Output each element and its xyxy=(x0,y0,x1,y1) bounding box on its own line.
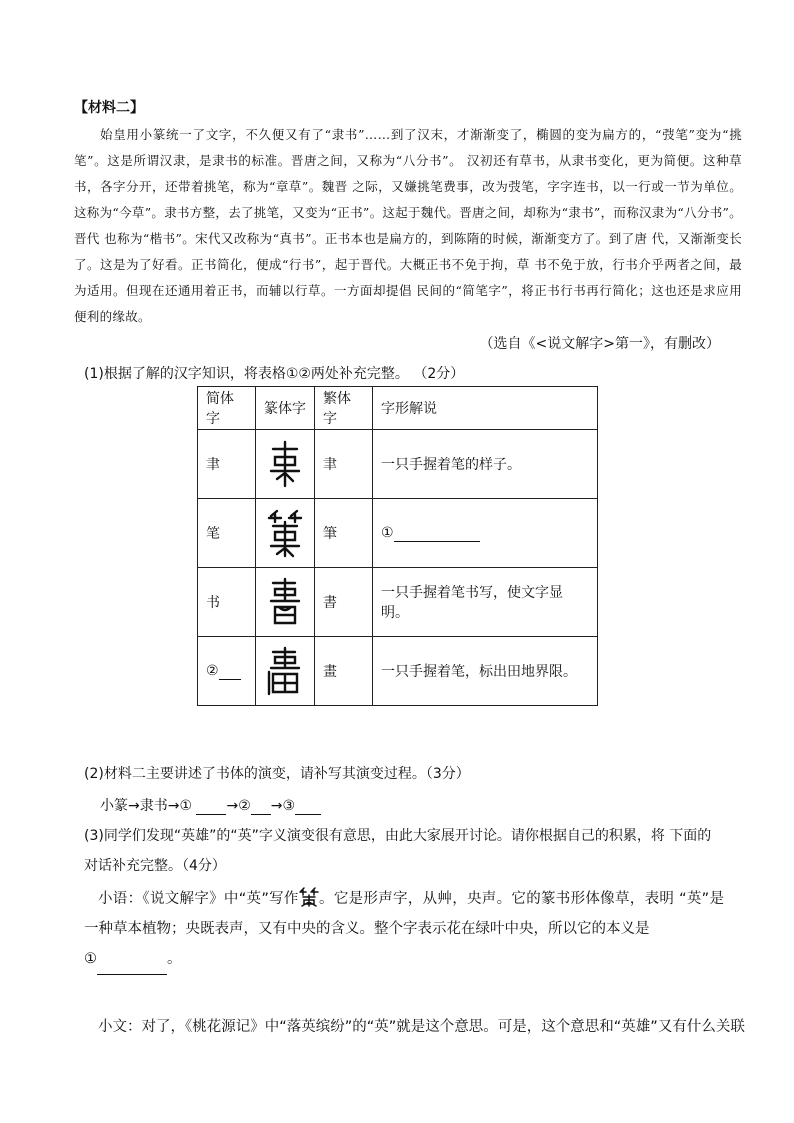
dialogue-xiaowen xyxy=(84,1012,745,1042)
header-explanation: 字形解说 xyxy=(373,387,598,430)
material-paragraph: 始皇用小篆统一了文字，不久便又有了“隶书”……到了汉末，才渐渐变了，椭圆的变为扁方的，“弢笔”变为“挑笔”。这是所谓汉隶，是隶书的标准。晋唐之间，又称为“八分书”。 汉初还有草书，从隶书变化，更为简便。这种草书，各字分开，还带着挑笔，称为“章草”。魏晋 之际，又嫌挑笔费事，改为弢笔，字字连书，以一行或一节为单位。这称为“今草”。隶书方整，去了挑笔，又变为“正书”。这起于魏代。晋唐之间，却称为“隶书”，而称汉隶为“八分书”。晋代 也称为“楷书”。宋代又改称为“真书”。正书本也是扁方的，到陈隋的时候，渐渐变方了。到了唐 代，又渐渐变长了。这是为了好看。正书简化，便成“行书”，起于晋代。大概正书不免于拘，草 书不免于放，行书介乎两者之间，最为适用。但现在还通用着正书，而辅以行草。一方面却提倡 民间的“简笔字”，将正书行书再行简化；这也还是求应用便利的缘故。 xyxy=(74,127,742,324)
cell-traditional: 筆 xyxy=(315,499,373,568)
cell-simplified: 聿 xyxy=(198,430,256,499)
xiaoyu-text-b: 。它是形声字，从艸，央声。它的篆书形体像草，表明 “英”是一种草本植物；央既表声，又有中央的含义。整个字表示花在绿叶中央，所以它的本义是 xyxy=(84,891,724,937)
seal-script-yu-icon xyxy=(265,439,305,489)
cell-explanation: 一只手握着笔的样子。 xyxy=(373,430,598,499)
table-row xyxy=(198,499,598,568)
question-1-prompt: (1)根据了解的汉字知识，将表格①②两处补充完整。 （2分） xyxy=(84,366,465,382)
seal-script-shu-icon xyxy=(265,577,305,627)
table-row xyxy=(198,430,598,499)
table-header-row xyxy=(198,387,598,430)
cell-traditional: 書 xyxy=(315,568,373,637)
blank-ying-marker: ① xyxy=(84,951,97,967)
material-text-block xyxy=(74,122,742,330)
chain-arrow-3: →③ xyxy=(270,798,296,814)
table-row xyxy=(198,637,598,706)
cell-simplified: 书 xyxy=(198,568,256,637)
cell-simplified: 笔 xyxy=(198,499,256,568)
cell-seal xyxy=(256,637,315,706)
seal-script-bi-icon xyxy=(265,508,305,558)
header-seal: 篆体字 xyxy=(256,387,315,430)
material-heading: 【材料二】 xyxy=(74,100,144,116)
chain-blank-3[interactable] xyxy=(295,798,321,815)
header-traditional: 繁体字 xyxy=(315,387,373,430)
cell-traditional: 聿 xyxy=(315,430,373,499)
answer-blank-ying[interactable] xyxy=(97,944,167,975)
cell-seal xyxy=(256,499,315,568)
xiaowen-text: 小文：对了，《桃花源记》中“落英缤纷”的“英”就是这个意思。可是，这个意思和“英雄”又有什么关联 xyxy=(98,1019,745,1035)
source-citation: （选自《<说文解字>第一》，有删改） xyxy=(479,336,720,352)
question-2-prompt: (2)材料二主要讲述了书体的演变，请补写其演变过程。（3分） xyxy=(84,766,470,782)
question-3-prompt-line2: 对话补充完整。（4分） xyxy=(84,858,226,874)
xiaoyu-text-a: 小语：《说文解字》中“英”写作 xyxy=(98,891,299,907)
cell-explanation: 一只手握着笔，标出田地界限。 xyxy=(373,637,598,706)
header-simplified: 简体字 xyxy=(198,387,256,430)
blank-2-marker: ② xyxy=(206,662,219,679)
blank-1-marker: ① xyxy=(381,524,394,541)
chain-blank-1[interactable] xyxy=(196,798,226,815)
cell-seal xyxy=(256,430,315,499)
evolution-chain xyxy=(100,795,321,815)
answer-blank-2[interactable] xyxy=(219,663,241,680)
character-table xyxy=(197,386,598,706)
chain-blank-2[interactable] xyxy=(251,798,271,815)
xiaoyu-end: 。 xyxy=(167,951,182,967)
seal-script-ying-icon xyxy=(299,887,319,907)
cell-seal xyxy=(256,568,315,637)
cell-explanation[interactable] xyxy=(373,499,598,568)
chain-arrow-2: →② xyxy=(226,798,251,814)
dialogue-xiaoyu xyxy=(84,884,724,975)
cell-simplified[interactable] xyxy=(198,637,256,706)
question-3-prompt-line1: (3)同学们发现“英雄”的“英”字义演变很有意思，由此大家展开讨论。请你根据自己的积累，将 下面的 xyxy=(84,828,712,844)
cell-explanation: 一只手握着笔书写，使文字显明。 xyxy=(373,568,598,637)
answer-blank-1[interactable] xyxy=(394,525,480,542)
table-row xyxy=(198,568,598,637)
cell-traditional: 畫 xyxy=(315,637,373,706)
seal-script-hua-icon xyxy=(265,646,305,696)
chain-start: 小篆→隶书→① xyxy=(100,798,193,814)
